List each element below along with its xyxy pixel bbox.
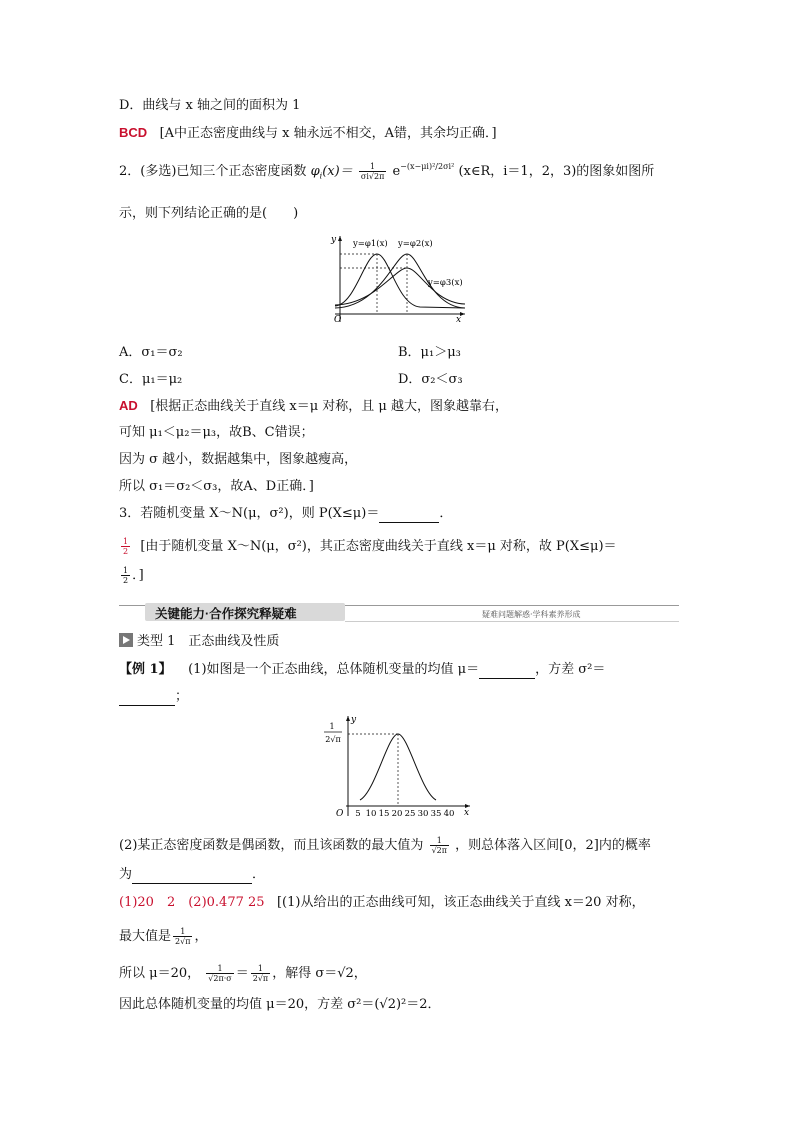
ex1-answer-line4: 因此总体随机变量的均值 μ＝20，方差 σ²＝(√2)²＝2． xyxy=(119,997,441,1012)
q3-stem: 3．若随机变量 X～N(μ，σ²)，则 P(X≤μ)＝ ． xyxy=(119,506,453,521)
q1-answer xyxy=(119,124,497,143)
q2-stem-line2: 示，则下列结论正确的是( ) xyxy=(119,206,299,221)
ex1-ymax-num: 1 xyxy=(329,722,335,731)
q1-option-d: D．曲线与 x 轴之间的面积为 1 xyxy=(119,98,301,113)
ex1-tick: 15 xyxy=(378,809,390,819)
ex1-ymax-den: 2√π xyxy=(325,735,341,744)
q3-answer-line2: $\frac{1}{2}$ ．] xyxy=(123,566,144,585)
section-subtitle: 疑难问题解惑·学科素养形成 xyxy=(482,610,581,619)
ex1-part2-frac: $\frac{1}{√2\pi}$ xyxy=(431,836,448,855)
ex1-origin: O xyxy=(336,809,344,819)
ex1-blank-variance[interactable] xyxy=(119,691,175,706)
q2-frac: $\frac{1}{\sigma i√2\pi}$ xyxy=(360,162,385,181)
q2-stem xyxy=(119,158,654,186)
ex1-x-ticks xyxy=(355,809,454,819)
ex1-answer-line3: 所以 μ＝20， $\frac{1}{√2\pi\cdot\sigma}$ ＝ $\frac{1}{2√\pi}$ ，解得 σ＝√2， xyxy=(119,964,367,983)
q2-option-c: C．μ₁＝μ₂ xyxy=(119,372,183,387)
q2-answer-line4: 所以 σ₁＝σ₂＜σ₃，故A、D正确．] xyxy=(119,479,314,494)
q2-label-1: y=φ1(x) xyxy=(353,239,388,249)
q2-stem-prefix: 2．(多选)已知三个正态密度函数 xyxy=(119,164,307,179)
q2-label-3: y=φ3(x) xyxy=(428,278,463,288)
play-icon xyxy=(119,633,133,647)
ex1-label: 【例 1】 xyxy=(119,662,172,677)
ex1-tick: 5 xyxy=(355,809,361,819)
section-band xyxy=(119,603,679,625)
ex1-figure xyxy=(320,712,475,820)
q1-answer-label: BCD xyxy=(119,125,148,140)
q3-blank[interactable] xyxy=(379,508,439,523)
ex1-line2: ； xyxy=(119,688,188,706)
q3-answer-frac: $\frac{1}{2}$ xyxy=(123,537,129,556)
q2-stem-suffix: (x∈R，i＝1，2，3)的图象如图所 xyxy=(458,164,655,179)
ex1-tick: 35 xyxy=(430,809,442,819)
ex1-y-axis: y xyxy=(351,715,357,725)
ex1-tick: 30 xyxy=(417,809,429,819)
q3-answer: $\frac{1}{2}$ [由于随机变量 X～N(μ，σ²)，其正态密度曲线关于直线 x＝μ 对称，故 P(X≤μ)＝ xyxy=(123,537,617,556)
q2-x-axis: x xyxy=(456,315,462,324)
q2-label-2: y=φ2(x) xyxy=(398,239,433,249)
ex1-so-frac1: $\frac{1}{√2\pi\cdot\sigma}$ xyxy=(208,964,232,983)
ex1-x-axis: x xyxy=(464,808,470,818)
q2-answer-line3: 因为 σ 越小，数据越集中，图象越瘦高， xyxy=(119,452,358,467)
q2-figure xyxy=(325,228,473,324)
q2-answer-line1: AD [根据正态曲线关于直线 x＝μ 对称，且 μ 越大，图象越靠右， xyxy=(119,398,509,414)
ex1-max-frac: $\frac{1}{2√\pi}$ xyxy=(175,927,191,946)
ex1-tick: 25 xyxy=(404,809,416,819)
q1-answer-text: [A中正态密度曲线与 x 轴永远不相交，A错，其余均正确．] xyxy=(159,126,497,141)
ex1-blank-probability[interactable] xyxy=(132,869,252,884)
ex1-answer-label: (1)20 2 (2)0.477 25 xyxy=(119,895,265,910)
q3-answer-frac2: $\frac{1}{2}$ xyxy=(123,566,129,585)
type1-heading: 类型 1 正态曲线及性质 xyxy=(119,633,279,651)
ex1-answer-line1: (1)20 2 (2)0.477 25 [(1)从给出的正态曲线可知，该正态曲线关于直线 x＝20 对称， xyxy=(119,895,645,910)
q2-exp: $e^{-(x-\mu i)^2/2\sigma i^2}$ xyxy=(392,162,455,179)
ex1-part2-line1: (2)某正态密度函数是偶函数，而且该函数的最大值为 $\frac{1}{√2\pi}$ ，则总体落入区间[0，2]内的概率 xyxy=(119,836,651,855)
q2-option-b: B．μ₁＞μ₃ xyxy=(398,345,461,360)
q2-option-a: A．σ₁＝σ₂ xyxy=(119,345,183,360)
section-title: 关键能力·合作探究释疑难 xyxy=(155,607,297,621)
q2-answer-line2: 可知 μ₁＜μ₂＝μ₃，故B、C错误； xyxy=(119,425,314,440)
ex1-answer-line2: 最大值是 $\frac{1}{2√\pi}$ ， xyxy=(119,927,208,946)
q2-y-axis: y xyxy=(331,235,337,245)
q2-func: $\varphi_i(x)=$ xyxy=(310,164,353,181)
ex1-line1: 【例 1】 (1)如图是一个正态曲线，总体随机变量的均值 μ＝ ，方差 σ²＝ xyxy=(119,662,606,677)
ex1-tick: 20 xyxy=(391,809,403,819)
q2-answer-label: AD xyxy=(119,398,138,413)
ex1-tick: 10 xyxy=(365,809,377,819)
ex1-tick: 40 xyxy=(443,809,455,819)
ex1-part2-line2: 为 ． xyxy=(119,867,266,882)
ex1-so-frac2: $\frac{1}{2√\pi}$ xyxy=(252,964,269,983)
q2-option-d: D．σ₂＜σ₃ xyxy=(398,372,463,387)
q2-origin: O xyxy=(334,315,342,324)
ex1-blank-mean[interactable] xyxy=(479,664,535,679)
